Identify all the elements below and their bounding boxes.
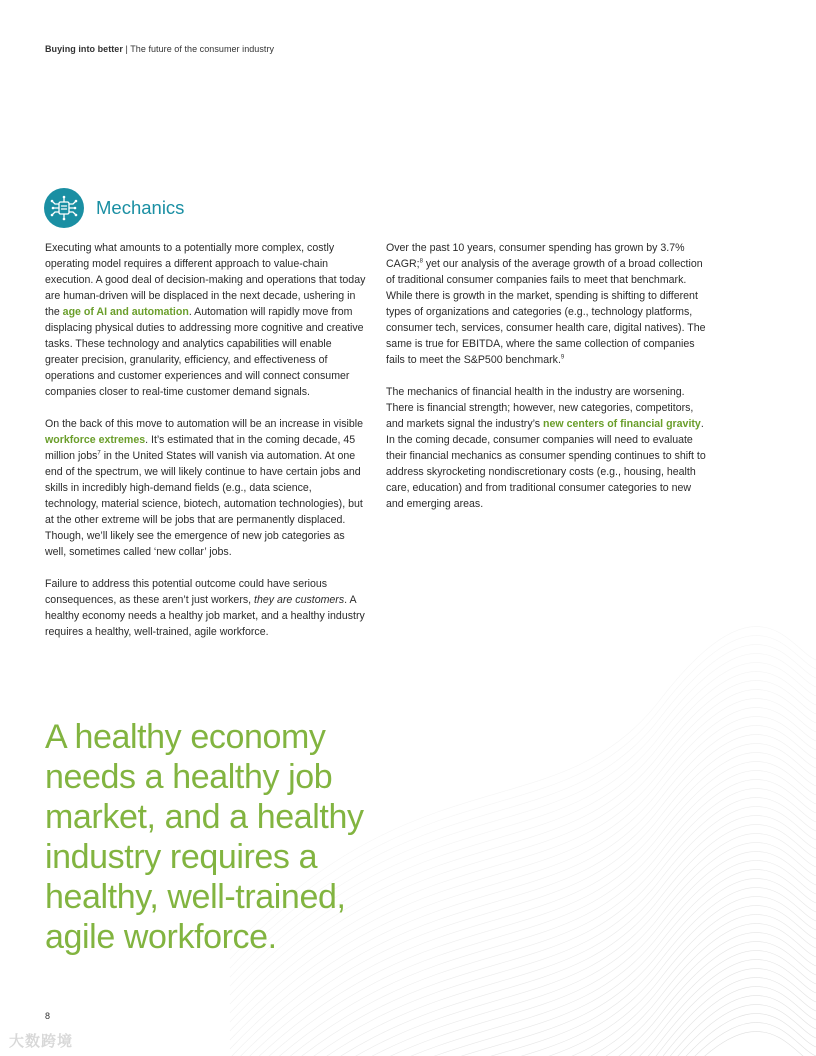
pull-quote-line: needs a healthy job	[45, 758, 333, 796]
wave-line	[230, 960, 816, 1056]
paragraph-text: On the back of this move to automation will be an increase in visible	[45, 418, 363, 430]
header-title: Buying into better	[45, 44, 123, 54]
pull-quote	[45, 717, 375, 957]
inline-link-workforce-extremes[interactable]: workforce extremes	[45, 434, 146, 446]
footnote-ref: 8	[419, 258, 423, 265]
pull-quote-line: healthy, well-trained,	[45, 878, 346, 916]
paragraph-text: . A healthy economy needs a healthy job market, and a healthy industry requires a healthy, well-trained, agile workforce.	[45, 594, 365, 638]
footnote-ref: 7	[97, 450, 101, 457]
paragraph-text: . Automation will rapidly move from displacing physical duties to addressing more cognitive and creative tasks. These technology and analytics capabilities will enable greater precision, granularity, efficiency, and effectiveness of operations and customer experiences and will connect consumer companies closer to real-time customer demand signals.	[45, 306, 364, 398]
paragraph-text: in the United States will vanish via automation. At one end of the spectrum, we will likely continue to have certain jobs and skills in incredibly high-demand fields (e.g., data science, technology, material science, biotech, automation technologies), but at the other extreme will be jobs that are permanently displaced. Though, we’ll likely see the emergence of new job categories as well, sometimes called ‘new collar’ jobs.	[45, 450, 363, 558]
pull-quote-line: agile workforce.	[45, 918, 277, 956]
paragraph	[386, 240, 708, 368]
paragraph	[45, 240, 367, 400]
pull-quote-line: A healthy economy	[45, 718, 326, 756]
paragraph-text: . It’s estimated that in the coming decade, 45 million jobs	[45, 434, 356, 462]
paragraph	[386, 384, 708, 512]
paragraph-text: The mechanics of financial health in the industry are worsening. There is financial strength; however, new categories, competitors, and markets signal the industry’s	[386, 386, 694, 430]
paragraph-text: . In the coming decade, consumer companies will need to evaluate their financial mechanics as consumer spending continues to shift to address skyrocketing nondiscretionary costs (e.g., housing, health care, education) and from traditional consumer categories to new and emerging areas.	[386, 418, 706, 510]
paragraph-text: Executing what amounts to a potentially more complex, costly operating model requires a different approach to value-chain execution. A good deal of decision-making and operations that today are human-driven will be displaced in the next decade, ushering in the	[45, 242, 366, 318]
pull-quote-line: market, and a healthy	[45, 798, 364, 836]
pull-quote-line: industry requires a	[45, 838, 318, 876]
emphasis-text: they are customers	[254, 594, 345, 606]
inline-link-age-of-ai[interactable]: age of AI and automation	[62, 306, 189, 318]
header-separator: |	[122, 44, 131, 54]
running-header	[45, 44, 274, 54]
paragraph	[45, 576, 367, 640]
paragraph-text: yet our analysis of the average growth of a broad collection of traditional consumer companies fails to meet that benchmark. While there is growth in the market, spending is shifting to different types of organizations and categories (e.g., technology platforms, consumer tech, services, consumer health care, digital natives). The same is true for EBITDA, where the same collection of companies fails to meet the S&P500 benchmark.	[386, 258, 706, 366]
paragraph-text: Failure to address this potential outcome could have serious consequences, as these aren’t just workers,	[45, 578, 328, 606]
left-column	[45, 240, 367, 656]
circuit-chip-icon	[44, 188, 84, 228]
section-heading	[44, 188, 184, 228]
header-subtitle: The future of the consumer industry	[130, 44, 275, 54]
paragraph	[45, 416, 367, 560]
right-column	[386, 240, 708, 528]
page-number: 8	[45, 1011, 51, 1021]
section-title: Mechanics	[96, 197, 185, 218]
inline-link-financial-gravity[interactable]: new centers of financial gravity	[543, 418, 701, 430]
paragraph-text: Over the past 10 years, consumer spending has grown by 3.7% CAGR;	[386, 242, 685, 270]
watermark-text: 大数跨境	[9, 1033, 74, 1050]
footnote-ref: 9	[560, 354, 565, 361]
